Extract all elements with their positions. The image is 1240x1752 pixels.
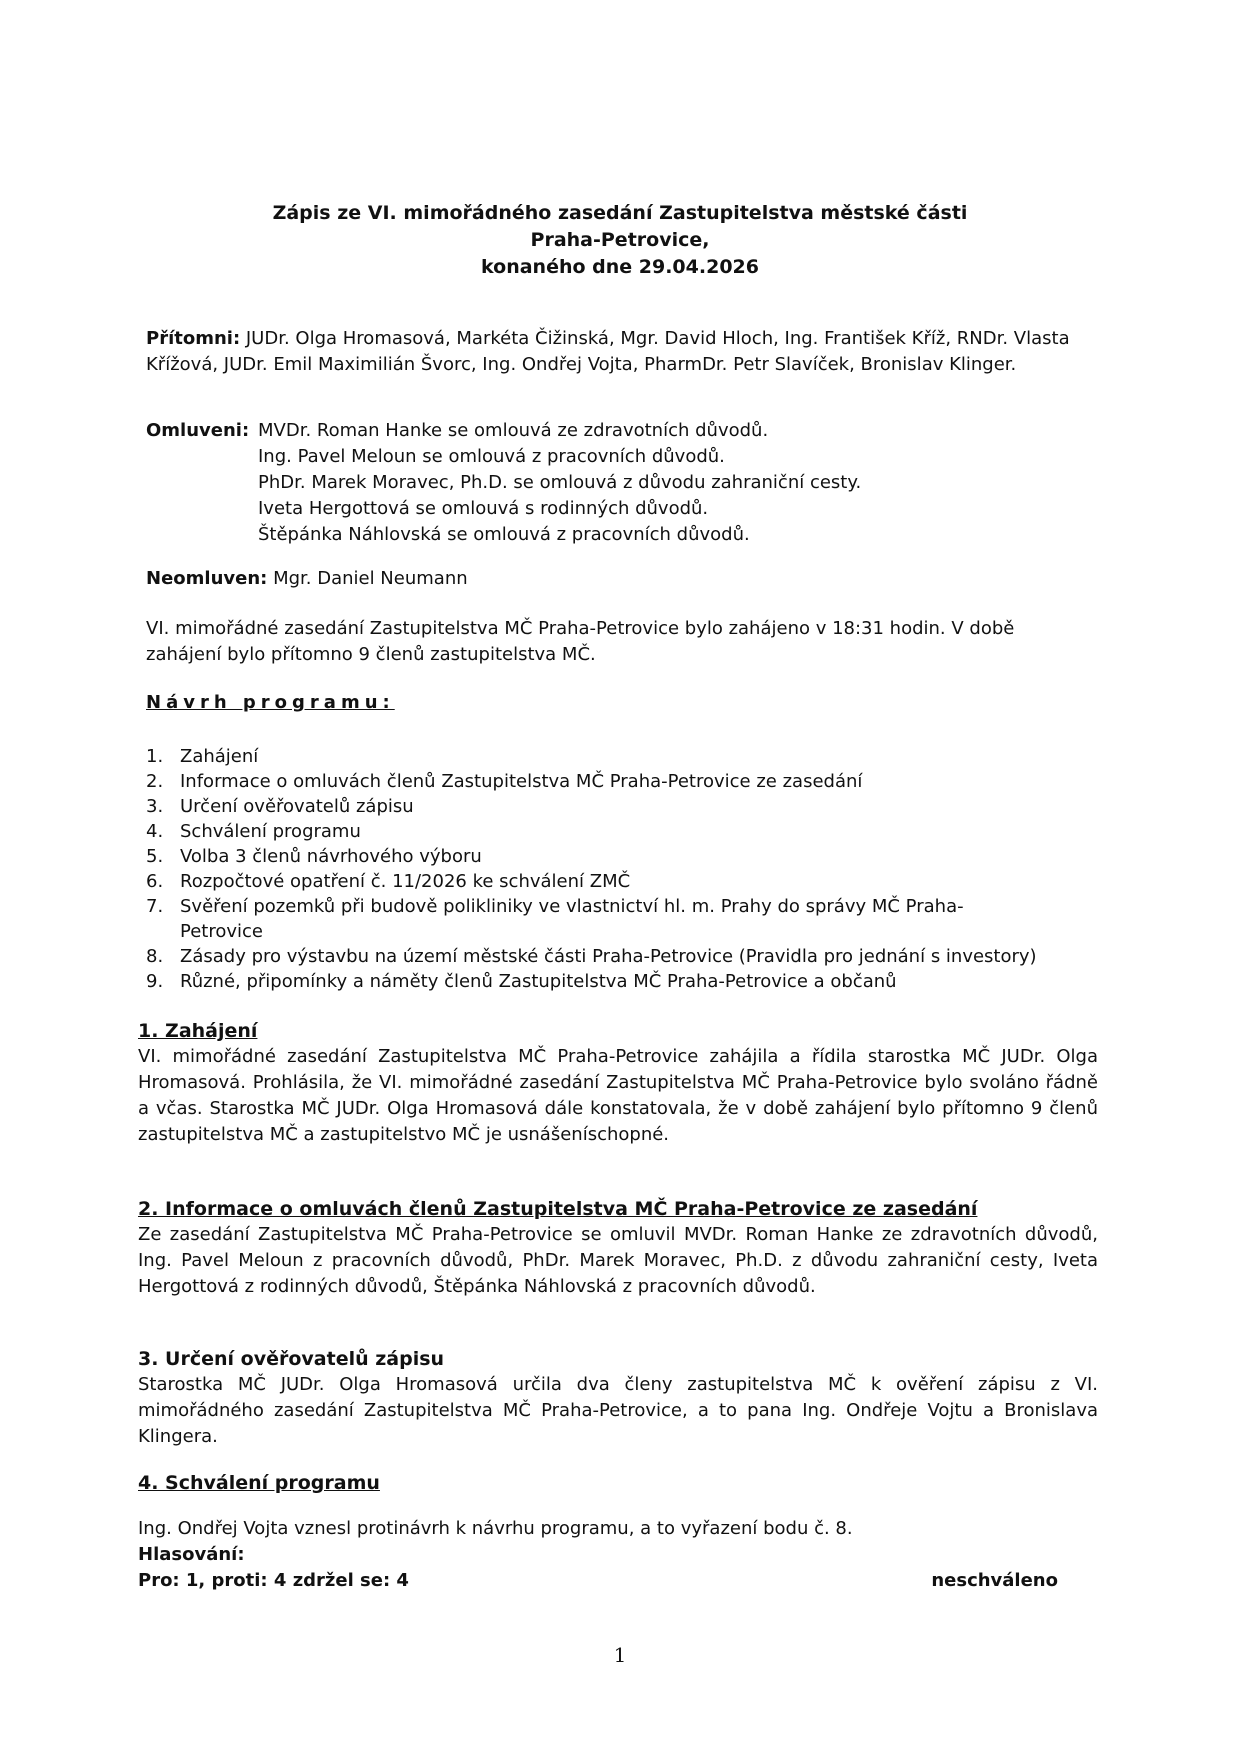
unexcused — [146, 566, 1096, 592]
present-members — [146, 326, 1096, 378]
opening-text — [146, 616, 1096, 668]
excused-item: Ing. Pavel Meloun se omlouvá z pracovních důvodů. — [258, 446, 725, 467]
agenda-item: 8. Zásady pro výstavbu na území městské části Praha-Petrovice (Pravidla pro jednání s investory) — [146, 946, 1037, 967]
section-3-text: Starostka MČ JUDr. Olga Hromasová určila dva členy zastupitelstva MČ k ověření zápisu z VI. mimořádného zasedání Zastupitelstva MČ Praha-Petrovice, a to pana Ing. Ondřeje Vojtu a Bronislava Klingera. — [138, 1374, 1098, 1447]
section-2-heading: 2. Informace o omluvách členů Zastupitelstva MČ Praha-Petrovice ze zasedání — [138, 1198, 978, 1220]
opening-line-2: zahájení bylo přítomno 9 členů zastupitelstva MČ. — [146, 644, 596, 665]
vote-label: Hlasování: — [138, 1544, 245, 1565]
agenda-item: 1. Zahájení — [146, 746, 259, 767]
agenda-item: 5. Volba 3 členů návrhového výboru — [146, 846, 482, 867]
unexcused-label: Neomluven: — [146, 568, 268, 589]
section-3-heading: 3. Určení ověřovatelů zápisu — [138, 1348, 445, 1370]
section-4-heading: 4. Schválení programu — [138, 1472, 380, 1494]
agenda-item: 2. Informace o omluvách členů Zastupitelstva MČ Praha-Petrovice ze zasedání — [146, 771, 863, 792]
excused-item: MVDr. Roman Hanke se omlouvá ze zdravotních důvodů. — [258, 420, 769, 441]
section-4-text: Ing. Ondřej Vojta vznesl protinávrh k návrhu programu, a to vyřazení bodu č. 8. — [138, 1518, 853, 1539]
title-line-2: Praha-Petrovice, — [530, 229, 710, 251]
vote-status: neschváleno — [931, 1570, 1058, 1591]
excused-item: PhDr. Marek Moravec, Ph.D. se omlouvá z důvodu zahraniční cesty. — [258, 472, 862, 493]
section-1-heading: 1. Zahájení — [138, 1020, 258, 1042]
agenda-list — [146, 744, 1096, 994]
vote-result: Pro: 1, proti: 4 zdržel se: 4 — [138, 1570, 409, 1591]
section-1-text: VI. mimořádné zasedání Zastupitelstva MČ Praha-Petrovice zahájila a řídila starostka MČ JUDr. Olga Hromasová. Prohlásila, že VI. mimořádné zasedání Zastupitelstva MČ Praha-Petrovice bylo svoláno řádně a včas. Starostka MČ JUDr. Olga Hromasová dále konstatovala, že v době zahájení bylo přítomno 9 členů zastupitelstva MČ a zastupitelstvo MČ je usnášeníschopné. — [138, 1046, 1098, 1145]
excused-item: Iveta Hergottová se omlouvá s rodinných důvodů. — [258, 498, 709, 519]
present-line-2: Křížová, JUDr. Emil Maximilián Švorc, Ing. Ondřej Vojta, PharmDr. Petr Slavíček, Bronislav Klinger. — [146, 354, 1017, 375]
excused-label: Omluveni: — [146, 420, 250, 441]
agenda-item: 3. Určení ověřovatelů zápisu — [146, 796, 414, 817]
opening-line-1: VI. mimořádné zasedání Zastupitelstva MČ Praha-Petrovice bylo zahájeno v 18:31 hodin. V době — [146, 618, 1015, 639]
agenda-item: 4. Schválení programu — [146, 821, 361, 842]
agenda-item: 9. Různé, připomínky a náměty členů Zastupitelstva MČ Praha-Petrovice a občanů — [146, 971, 897, 992]
agenda-heading: Návrh programu: — [146, 692, 395, 713]
excused-item: Štěpánka Náhlovská se omlouvá z pracovních důvodů. — [258, 524, 750, 545]
document-title — [0, 200, 1240, 281]
present-line-1: JUDr. Olga Hromasová, Markéta Čižinská, Mgr. David Hloch, Ing. František Kříž, RNDr. Vlasta — [240, 328, 1070, 349]
present-label: Přítomni: — [146, 328, 241, 349]
unexcused-value: Mgr. Daniel Neumann — [267, 568, 468, 589]
vote-block — [138, 1542, 1058, 1594]
agenda-item: 7. Svěření pozemků při budově polikliniky ve vlastnictví hl. m. Prahy do správy MČ Praha-Petrovice — [146, 896, 964, 942]
page-number: 1 — [613, 1643, 627, 1667]
title-line-3: konaného dne 29.04.2026 — [481, 256, 759, 278]
title-line-1: Zápis ze VI. mimořádného zasedání Zastupitelstva městské části — [272, 202, 968, 224]
agenda-item: 6. Rozpočtové opatření č. 11/2026 ke schválení ZMČ — [146, 871, 631, 892]
excused-list — [258, 418, 861, 548]
section-2-text: Ze zasedání Zastupitelstva MČ Praha-Petrovice se omluvil MVDr. Roman Hanke ze zdravotních důvodů, Ing. Pavel Meloun z pracovních důvodů, PhDr. Marek Moravec, Ph.D. z důvodu zahraniční cesty, Iveta Hergottová z rodinných důvodů, Štěpánka Náhlovská z pracovních důvodů. — [138, 1224, 1098, 1297]
